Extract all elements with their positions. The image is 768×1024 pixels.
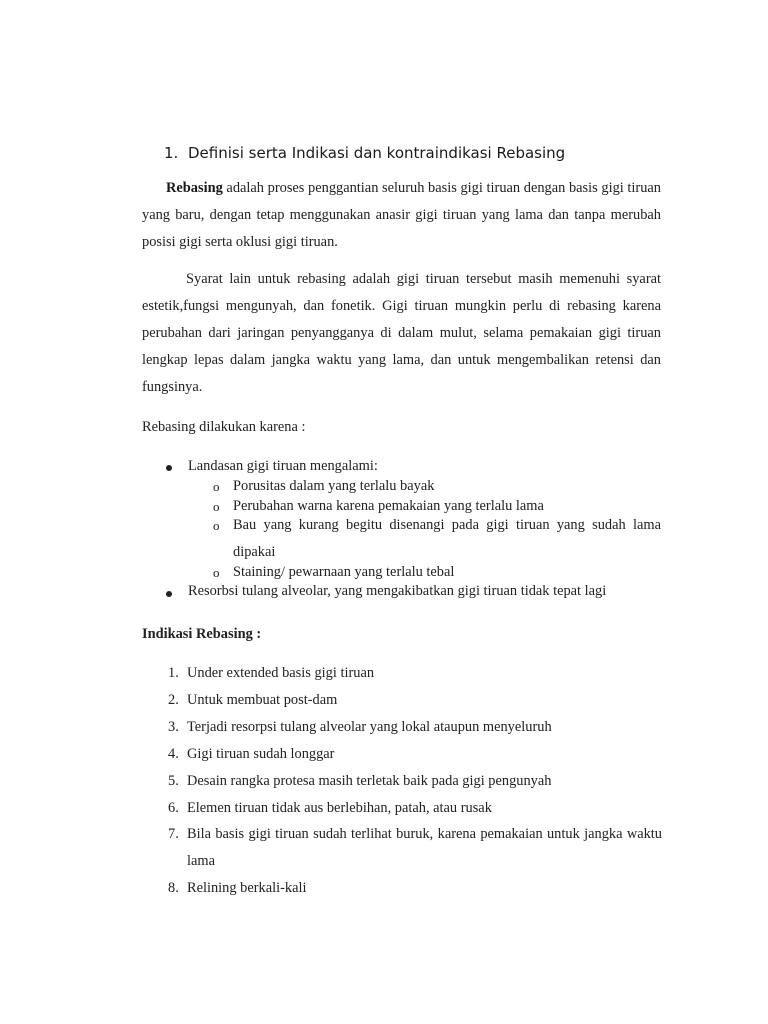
list-text: Elemen tiruan tidak aus berlebihan, patah, atau rusak	[187, 800, 492, 816]
list-text: Terjadi resorpsi tulang alveolar yang lokal ataupun menyeluruh	[187, 719, 552, 735]
paragraph-requirements: Syarat lain untuk rebasing adalah gigi tiruan tersebut masih memenuhi syarat estetik,fungsi mengunyah, dan fonetik. Gigi tiruan mungkin perlu di rebasing karena perubahan dari jaringan penyangganya di dalam mulut, selama pemakaian gigi tiruan lengkap lepas dalam jangka waktu yang lama, dan untuk mengembalikan retensi dan fungsinya.	[142, 271, 661, 395]
bullet-marker	[166, 465, 172, 471]
list-text: Gigi tiruan sudah longgar	[187, 746, 335, 762]
sub-marker: o	[213, 499, 220, 514]
sub-marker: o	[213, 565, 220, 580]
sub-item: Porusitas dalam yang terlalu bayak	[233, 478, 435, 494]
section-heading	[164, 144, 565, 162]
bullet-marker	[166, 591, 172, 597]
list-number: 8.	[168, 880, 179, 896]
list-number: 1.	[168, 665, 179, 681]
bullet-item: Landasan gigi tiruan mengalami:	[188, 458, 378, 474]
sub-marker: o	[213, 518, 220, 533]
reasons-intro: Rebasing dilakukan karena :	[142, 419, 306, 435]
list-number: 6.	[168, 800, 179, 816]
list-number: 2.	[168, 692, 179, 708]
sub-marker: o	[213, 479, 220, 494]
indikasi-title: Indikasi Rebasing :	[142, 626, 262, 642]
list-text: Desain rangka protesa masih terletak baik pada gigi pengunyah	[187, 773, 552, 789]
sub-item: Bau yang kurang begitu disenangi pada gigi tiruan yang sudah lama dipakai	[233, 517, 661, 560]
sub-item: Staining/ pewarnaan yang terlalu tebal	[233, 564, 455, 580]
list-text: Relining berkali-kali	[187, 880, 307, 896]
list-number: 4.	[168, 746, 179, 762]
bullet-item: Resorbsi tulang alveolar, yang mengakibatkan gigi tiruan tidak tepat lagi	[188, 583, 607, 599]
list-number: 7.	[168, 826, 179, 842]
paragraph-definition	[142, 175, 661, 256]
paragraph-definition-text: adalah proses penggantian seluruh basis gigi tiruan dengan basis gigi tiruan yang baru, dengan tetap menggunakan anasir gigi tiruan yang lama dan tanpa merubah posisi gigi serta oklusi gigi tiruan.	[142, 180, 661, 250]
list-number: 5.	[168, 773, 179, 789]
heading-number: 1.	[164, 144, 179, 162]
heading-text: Definisi serta Indikasi dan kontraindikasi Rebasing	[188, 144, 566, 162]
list-text: Under extended basis gigi tiruan	[187, 665, 375, 681]
sub-item: Perubahan warna karena pemakaian yang terlalu lama	[233, 498, 544, 514]
list-number: 3.	[168, 719, 179, 735]
bold-term: Rebasing	[166, 180, 223, 196]
list-text: Untuk membuat post-dam	[187, 692, 338, 708]
list-text: Bila basis gigi tiruan sudah terlihat buruk, karena pemakaian untuk jangka waktu lama	[187, 826, 662, 869]
